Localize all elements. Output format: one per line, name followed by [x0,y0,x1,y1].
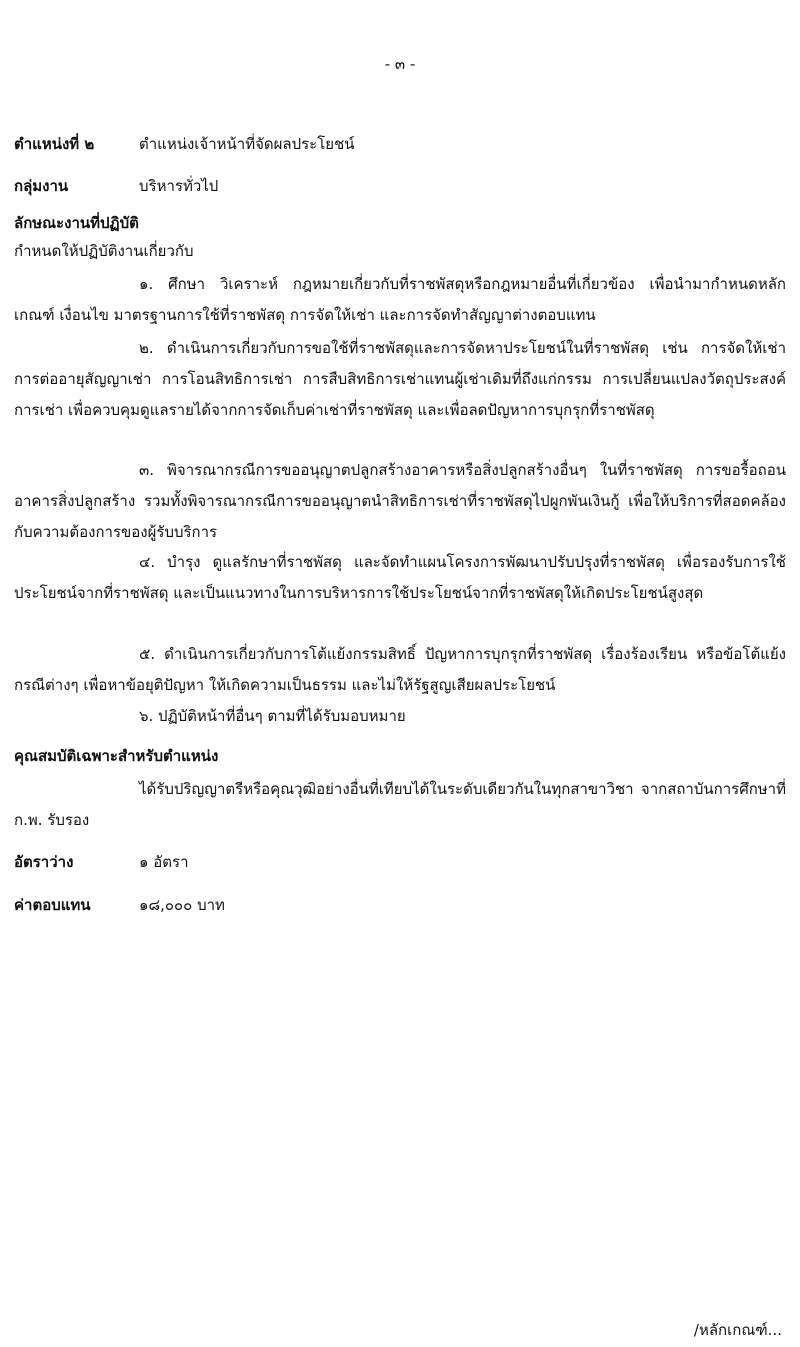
duty-item-1: ๑. ศึกษา วิเคราะห์ กฎหมายเกี่ยวกับที่ราชพัสดุหรือกฎหมายอื่นที่เกี่ยวข้อง เพื่อนำมากำหนดหลักเกณฑ์ เงื่อนไข มาตรฐานการใช้ที่ราชพัสดุ การจัดให้เช่า และการจัดทำสัญญาต่างตอบแทน [14,275,786,324]
work-group-label: กลุ่มงาน [14,177,69,195]
duties-heading: ลักษณะงานที่ปฏิบัติ [14,214,139,232]
page-number: - ๓ - [384,55,416,73]
compensation-value: ๑๘,๐๐๐ บาท [139,896,225,914]
vacancies-value: ๑ อัตรา [139,853,189,871]
qualifications-heading: คุณสมบัติเฉพาะสำหรับตำแหน่ง [14,747,219,765]
duty-item-5: ๕. ดำเนินการเกี่ยวกับการโต้แย้งกรรมสิทธิ์ ปัญหาการบุกรุกที่ราชพัสดุ เรื่องร้องเรียน หรือข้อโต้แย้งกรณีต่างๆ เพื่อหาข้อยุติปัญหา ให้เกิดความเป็นธรรม และไม่ให้รัฐสูญเสียผลประโยชน์ [14,645,786,694]
work-group-value: บริหารทั่วไป [139,177,219,195]
compensation-row [14,893,225,917]
vacancies-row [14,850,189,874]
continuation-footer: /หลักเกณฑ์... [693,1321,782,1339]
duty-item-4: ๔. บำรุง ดูแลรักษาที่ราชพัสดุ และจัดทำแผนโครงการพัฒนาปรับปรุงที่ราชพัสดุ เพื่อรองรับการใช้ประโยชน์จากที่ราชพัสดุ และเป็นแนวทางในการบริหารการใช้ประโยชน์จากที่ราชพัสดุให้เกิดประโยชน์สูงสุด [14,553,786,602]
qualifications-text: ได้รับปริญญาตรีหรือคุณวุฒิอย่างอื่นที่เทียบได้ในระดับเดียวกันในทุกสาขาวิชา จากสถาบันการศึกษาที่ ก.พ. รับรอง [14,780,786,829]
position-row [14,132,355,156]
duty-item-3: ๓. พิจารณากรณีการขออนุญาตปลูกสร้างอาคารหรือสิ่งปลูกสร้างอื่นๆ ในที่ราชพัสดุ การขอรื้อถอนอาคารสิ่งปลูกสร้าง รวมทั้งพิจารณากรณีการขออนุญาตนำสิทธิการเช่าที่ราชพัสดุไปผูกพันเงินกู้ เพื่อให้บริการที่สอดคล้องกับความต้องการของผู้รับบริการ [14,461,786,541]
position-label: ตำแหน่งที่ ๒ [14,135,95,153]
work-group-row [14,174,219,198]
vacancies-label: อัตราว่าง [14,853,74,871]
duty-item-2: ๒. ดำเนินการเกี่ยวกับการขอใช้ที่ราชพัสดุและการจัดหาประโยชน์ในที่ราชพัสดุ เช่น การจัดให้เช่า การต่ออายุสัญญาเช่า การโอนสิทธิการเช่า การสืบสิทธิการเช่าแทนผู้เช่าเดิมที่ถึงแก่กรรม การเปลี่ยนแปลงวัตถุประสงค์การเช่า เพื่อควบคุมดูแลรายได้จากการจัดเก็บค่าเช่าที่ราชพัสดุ และเพื่อลดปัญหาการบุกรุกที่ราชพัสดุ [14,339,786,419]
duties-intro: กำหนดให้ปฏิบัติงานเกี่ยวกับ [14,242,194,260]
duty-item-6: ๖. ปฏิบัติหน้าที่อื่นๆ ตามที่ได้รับมอบหมาย [139,707,406,725]
compensation-label: ค่าตอบแทน [14,896,91,914]
position-value: ตำแหน่งเจ้าหน้าที่จัดผลประโยชน์ [139,135,355,153]
